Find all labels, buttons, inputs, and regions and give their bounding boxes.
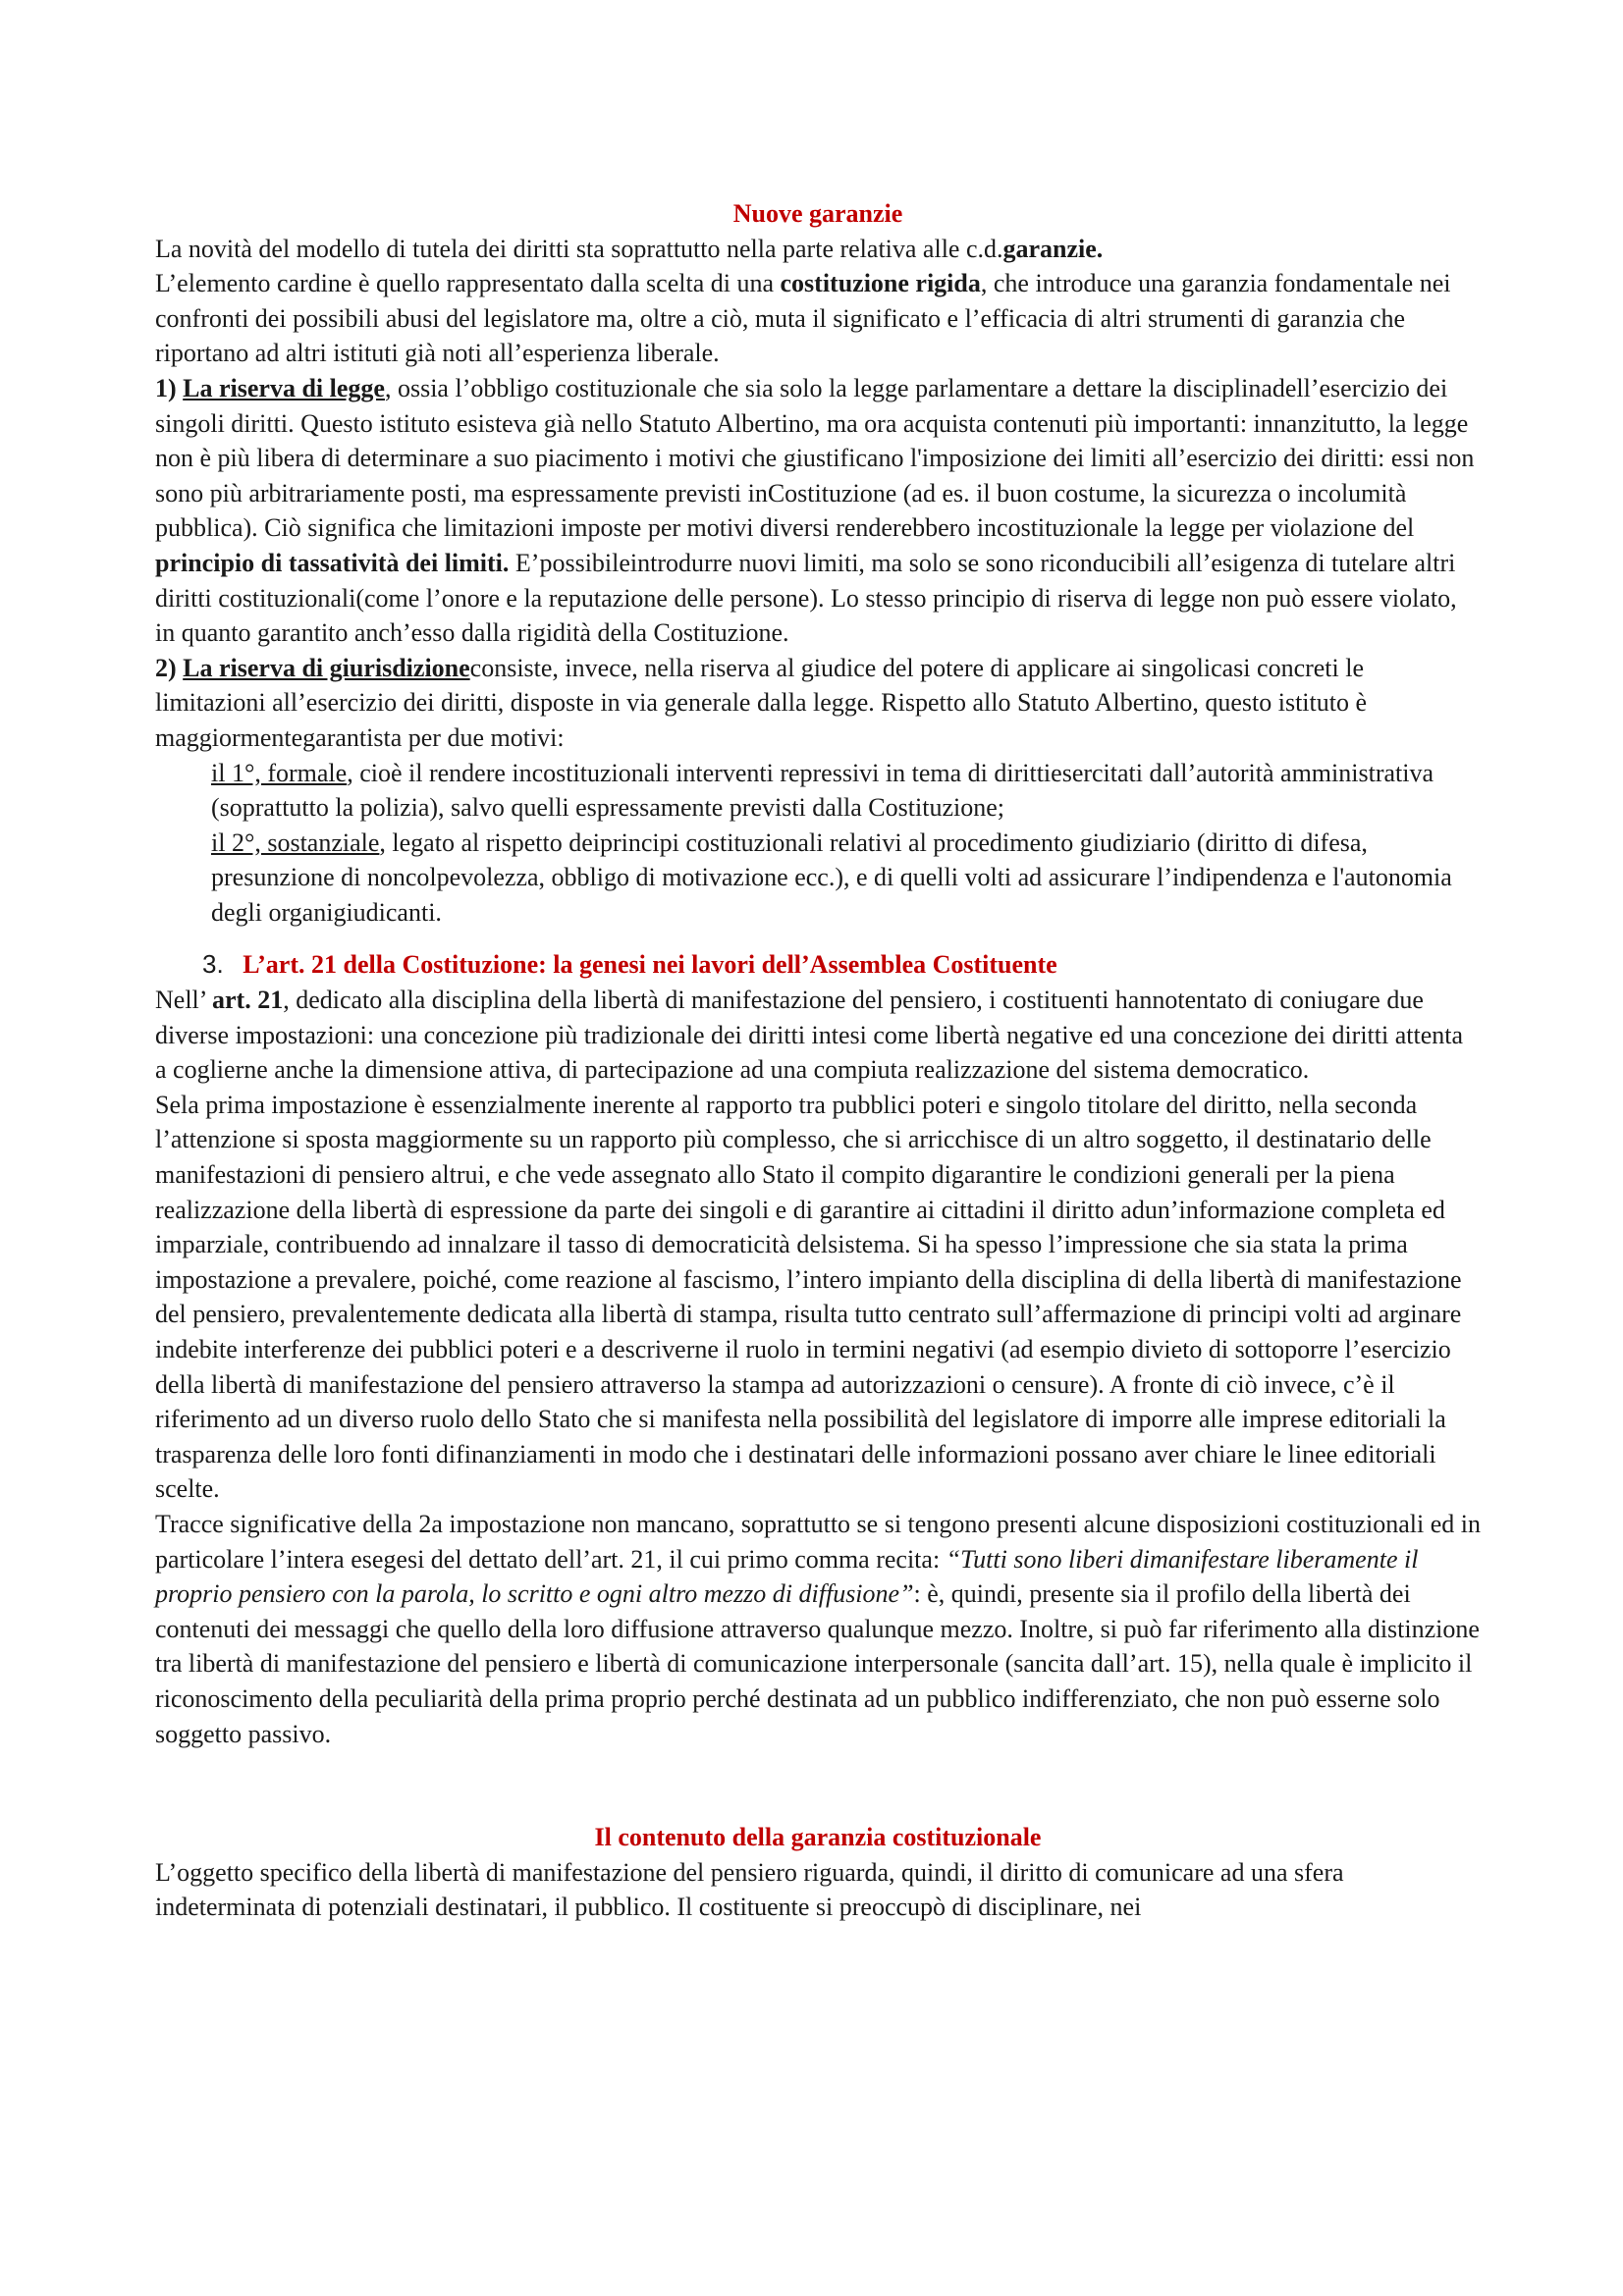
paragraph-art-21: Nell’ art. 21, dedicato alla disciplina della libertà di manifestazione del pensiero, i costituenti hannotentato di coniugare due diverse impostazioni: una concezione più tradizionale dei diritti intesi come libertà negative ed una concezione dei diritti attenta a coglierne anche la dimensione attiva, di partecipazione ad una compiuta realizzazione del sistema democratico. [155, 986, 1464, 1085]
section-title-nuove-garanzie: Nuove garanzie [732, 199, 903, 228]
section-heading-art-21: 3. L’art. 21 della Costituzione: la genesi nei lavori dell’Assemblea Costituente [202, 949, 1057, 980]
paragraph-riserva-di-giurisdizione: 2) La riserva di giurisdizioneconsiste, invece, nella riserva al giudice del potere di applicare ai singolicasi concreti le limitazioni all’esercizio dei diritti, disposte in via generale dalla legge. Rispetto allo Statuto Albertino, questo istituto è maggiormentegarantista per due motivi: [155, 653, 1367, 752]
paragraph-novita: La novità del modello di tutela dei diritti sta soprattutto nella parte relativa alle c.d.garanzie. [155, 234, 1104, 263]
list-item-formale: il 1°, formale, cioè il rendere incostituzionali interventi repressivi in tema di dirittiesercitati dall’autorità amministrativa (soprattutto la polizia), salvo quelli espressamente previsti dalla Costituzione; [211, 758, 1434, 823]
paragraph-oggetto-specifico: L’oggetto specifico della libertà di manifestazione del pensiero riguarda, quindi, il diritto di comunicare ad una sfera indeterminata di potenziali destinatari, il pubblico. Il costituente si preoccupò di disciplinare, nei [155, 1857, 1344, 1922]
list-item-sostanziale: il 2°, sostanziale, legato al rispetto deiprincipi costituzionali relativi al procedimento giudiziario (diritto di difesa, presunzione di noncolpevolezza, obbligo di motivazione ecc.), e di quelli volti ad assicurare l’indipendenza e l'autonomia degli organigiudicanti. [211, 828, 1452, 927]
spacer [155, 1751, 1481, 1820]
paragraph-prima-impostazione: Sela prima impostazione è essenzialmente inerente al rapporto tra pubblici poteri e singolo titolare del diritto, nella seconda l’attenzione si sposta maggiormente su un rapporto più complesso, che si arricchisce di un altro soggetto, il destinatario delle manifestazioni di pensiero altrui, e che vede assegnato allo Stato il compito digarantire le condizioni generali per la piena realizzazione della libertà di espressione da parte dei singoli e di garantire ai cittadini il diritto adun’informazione completa ed imparziale, contribuendo ad innalzare il tasso di democraticità delsistema. Si ha spesso l’impressione che sia stata la prima impostazione a prevalere, poiché, come reazione al fascismo, l’intero impianto della disciplina di della libertà di manifestazione del pensiero, prevalentemente dedicata alla libertà di stampa, risulta tutto centrato sull’affermazione di principi volti ad arginare indebite interferenze dei pubblici poteri e a descriverne il ruolo in termini negativi (ad esempio divieto di sottoporre l’esercizio della libertà di manifestazione del pensiero attraverso la stampa ad autorizzazioni o censure). A fronte di ciò invece, c’è il riferimento ad un diverso ruolo dello Stato che si manifesta nella possibilità del legislatore di imporre alle imprese editoriali la trasparenza delle loro fonti difinanziamenti in modo che i destinatari delle informazioni possano aver chiare le linee editoriali scelte. [155, 1090, 1462, 1504]
paragraph-tracce-significative: Tracce significative della 2a impostazione non mancano, soprattutto se si tengono presenti alcune disposizioni costituzionali ed in particolare l’intera esegesi del dettato dell’art. 21, il cui primo comma recita: “Tutti sono liberi dimanifestare liberamente il proprio pensiero con la parola, lo scritto e ogni altro mezzo di diffusione”: è, quindi, presente sia il profilo della libertà dei contenuti dei messaggi che quello della loro diffusione attraverso qualunque mezzo. Inoltre, si può far riferimento alla distinzione tra libertà di manifestazione del pensiero e libertà di comunicazione interpersonale (sancita dall’art. 15), nella quale è implicito il riconoscimento della peculiarità della prima proprio perché destinata ad un pubblico indifferenziato, che non può esserne solo soggetto passivo. [155, 1509, 1481, 1748]
paragraph-riserva-di-legge: 1) La riserva di legge, ossia l’obbligo costituzionale che sia solo la legge parlamentare a dettare la disciplinadell’esercizio dei singoli diritti. Questo istituto esisteva già nello Statuto Albertino, ma ora acquista contenuti più importanti: innanzitutto, la legge non è più libera di determinare a suo piacimento i motivi che giustificano l'imposizione dei limiti all’esercizio dei diritti: essi non sono più arbitrariamente posti, ma espressamente previsti inCostituzione (ad es. il buon costume, la sicurezza o incolumità pubblica). Ciò significa che limitazioni imposte per motivi diversi renderebbero incostituzionale la legge per violazione del principio di tassatività dei limiti. E’possibileintrodurre nuovi limiti, ma solo se sono riconducibili all’esigenza di tutelare altri diritti costituzionali(come l’onore e la reputazione delle persone). Lo stesso principio di riserva di legge non può essere violato, in quanto garantito anch’esso dalla rigidità della Costituzione. [155, 373, 1475, 648]
spacer [155, 930, 1481, 947]
paragraph-elemento-cardine: L’elemento cardine è quello rappresentato dalla scelta di una costituzione rigida, che introduce una garanzia fondamentale nei confronti dei possibili abusi del legislatore ma, oltre a ciò, muta il significato e l’efficacia di altri strumenti di garanzia che riportano ad altri istituti già noti all’esperienza liberale. [155, 269, 1451, 368]
section-title-contenuto-garanzia: Il contenuto della garanzia costituzionale [594, 1823, 1042, 1852]
document-page [155, 196, 1481, 1925]
